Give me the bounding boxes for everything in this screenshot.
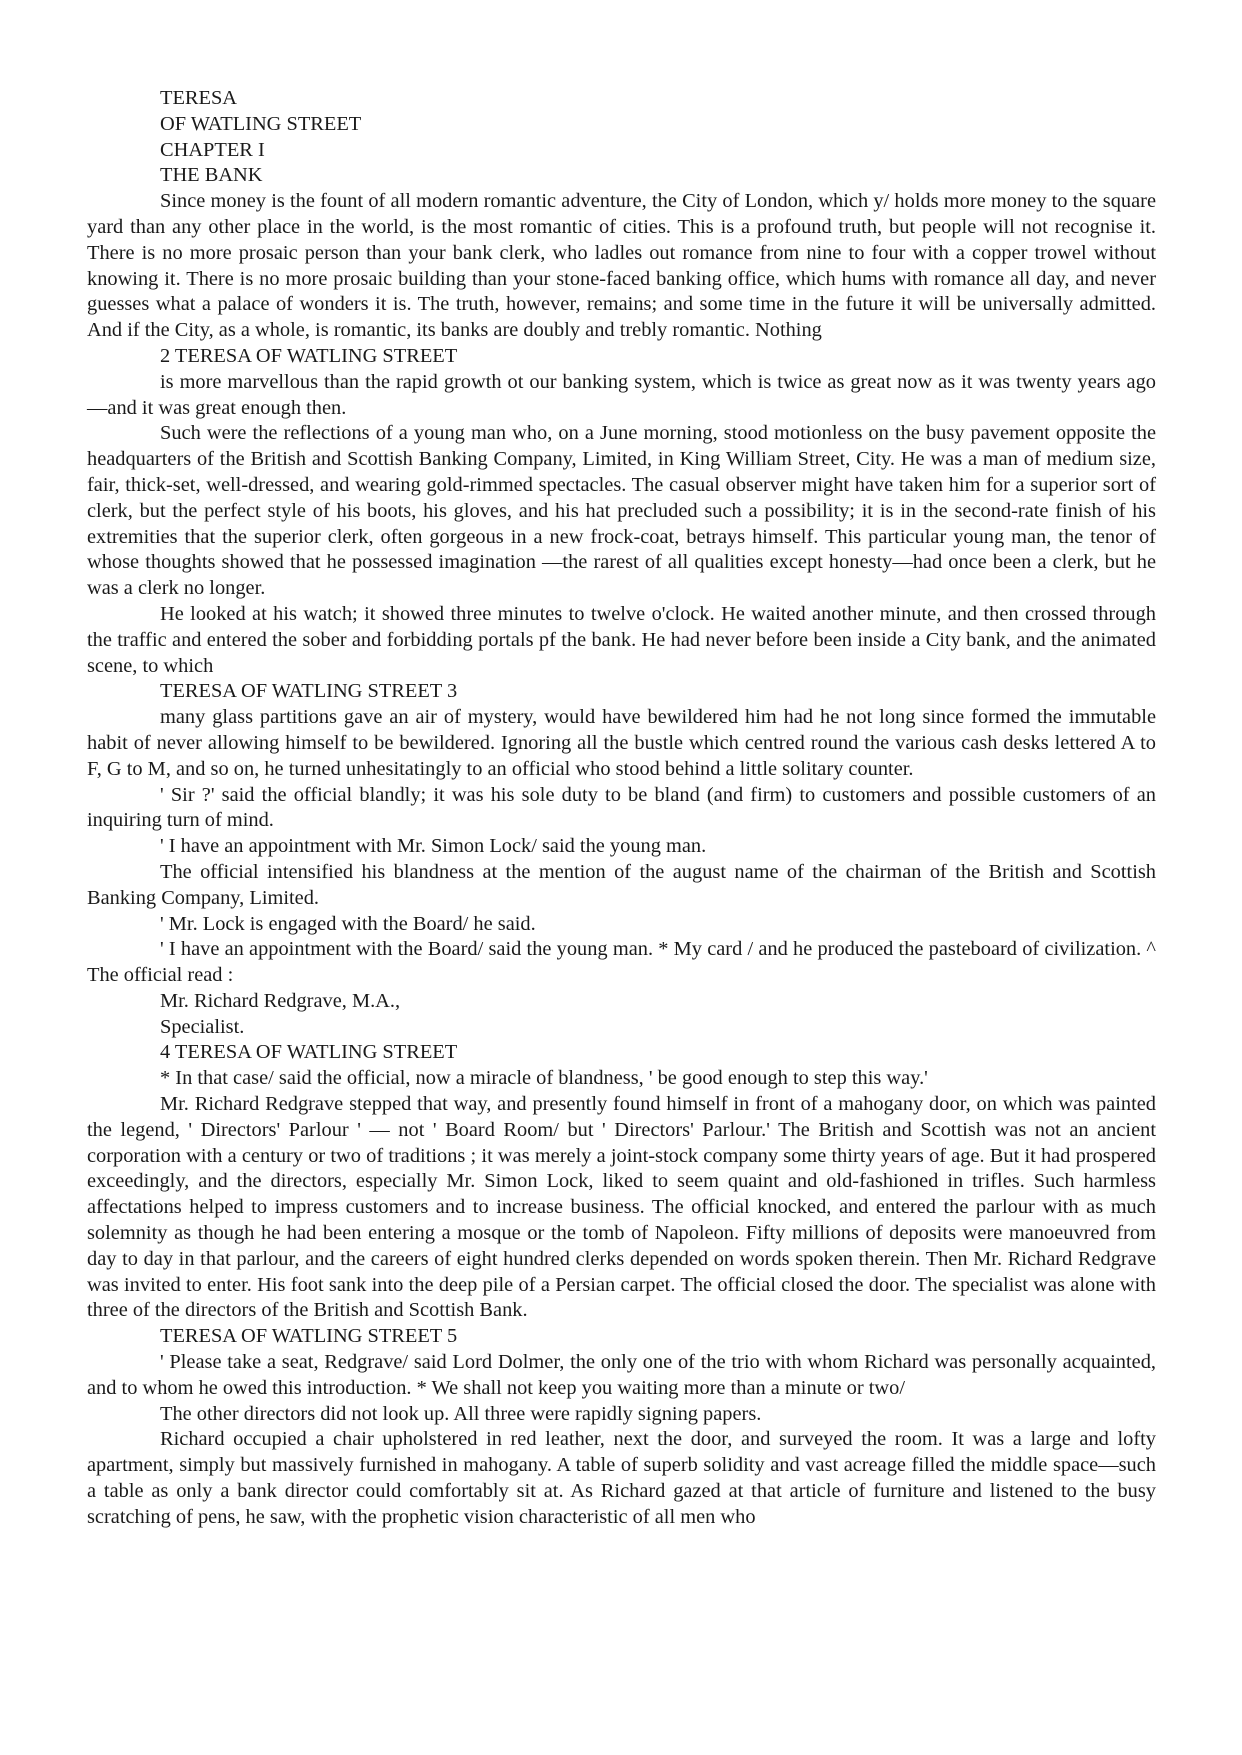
running-header: TERESA OF WATLING STREET 5 (160, 1325, 458, 1348)
paragraph: The other directors did not look up. All three were rapidly signing papers. (160, 1402, 762, 1425)
paragraph: many glass partitions gave an air of mystery, would have bewildered him had he not long since formed the immutable habit of never allowing himself to be bewildered. Ignoring all the bustle which centred round the various cash desks lettered A to F, G to M, and so on, he turned unhesitatingly to an official who stood behind a little solitary counter. (87, 706, 1156, 780)
paragraph: ' Sir ?' said the official blandly; it was his sole duty to be bland (and firm) to customers and possible customers of an inquiring turn of mind. (87, 783, 1156, 832)
chapter-title: THE BANK (160, 164, 263, 187)
paragraph: The official intensified his blandness at the mention of the august name of the chairman of the British and Scottish Banking Company, Limited. (87, 860, 1156, 909)
card-name-line: Mr. Richard Redgrave, M.A., (160, 989, 401, 1012)
paragraph: ' Mr. Lock is engaged with the Board/ he said. (160, 912, 536, 935)
paragraph: Such were the reflections of a young man who, on a June morning, stood motionless on the busy pavement opposite the headquarters of the British and Scottish Banking Company, Limited, in King William Street, City. He was a man of medium size, fair, thick-set, well-dressed, and wearing gold-rimmed spectacles. The casual observer might have taken him for a superior sort of clerk, but the perfect style of his boots, his gloves, and his hat precluded such a possibility; it is in the second-rate finish of his extremities that the superior clerk, often gorgeous in a new frock-coat, betrays himself. This particular young man, the tenor of whose thoughts showed that he possessed imagination —the rarest of all qualities except honesty—had once been a clerk, but he was a clerk no longer. (87, 422, 1156, 600)
paragraph: ' Please take a seat, Redgrave/ said Lord Dolmer, the only one of the trio with whom Richard was personally acquainted, and to whom he owed this introduction. * We shall not keep you waiting more than a minute or two/ (87, 1351, 1156, 1399)
book-subtitle: OF WATLING STREET (160, 112, 362, 135)
paragraph: is more marvellous than the rapid growth ot our banking system, which is twice as great now as it was twenty years ago—and it was great enough then. (87, 370, 1156, 419)
running-header: 4 TERESA OF WATLING STREET (160, 1041, 458, 1064)
paragraph: Since money is the fount of all modern romantic adventure, the City of London, which y/ holds more money to the square yard than any other place in the world, is the most romantic of cities. This is a profound truth, but people will not recognise it. There is no more prosaic person than your bank clerk, who ladles out romance from nine to four with a copper trowel without knowing it. There is no more prosaic building than your stone-faced banking office, which hums with romance all day, and never guesses what a palace of wonders it is. The truth, however, remains; and some time in the future it will be universally admitted. And if the City, as a whole, is romantic, its banks are doubly and trebly romantic. Nothing (87, 190, 1156, 342)
paragraph: ' I have an appointment with Mr. Simon Lock/ said the young man. (160, 835, 707, 858)
card-title-line: Specialist. (160, 1015, 245, 1038)
paragraph: Richard occupied a chair upholstered in red leather, next the door, and surveyed the room. It was a large and lofty apartment, simply but massively furnished in mahogany. A table of superb solidity and vast acreage filled the middle space—such a table as only a bank director could comfortably sit at. As Richard gazed at that article of furniture and listened to the busy scratching of pens, he saw, with the prophetic vision characteristic of all men who (87, 1428, 1156, 1528)
paragraph: ' I have an appointment with the Board/ said the young man. * My card / and he produced the pasteboard of civilization. ^ The official read : (87, 938, 1156, 987)
paragraph: He looked at his watch; it showed three minutes to twelve o'clock. He waited another minute, and then crossed through the traffic and entered the sober and forbidding portals pf the bank. He had never before been inside a City bank, and the animated scene, to which (87, 602, 1156, 677)
paragraph: * In that case/ said the official, now a miracle of blandness, ' be good enough to step this way.' (160, 1067, 928, 1090)
running-header: 2 TERESA OF WATLING STREET (160, 344, 458, 367)
book-title: TERESA (160, 87, 238, 109)
chapter-number: CHAPTER I (160, 138, 265, 161)
document-page (87, 86, 1156, 1531)
running-header: TERESA OF WATLING STREET 3 (160, 680, 458, 703)
paragraph: Mr. Richard Redgrave stepped that way, and presently found himself in front of a mahogany door, on which was painted the legend, ' Directors' Parlour ' — not ' Board Room/ but ' Directors' Parlour.' The British and Scottish was not an ancient corporation with a century or two of traditions ; it was merely a joint-stock company some thirty years of age. But it had prospered exceedingly, and the directors, especially Mr. Simon Lock, liked to seem quaint and old-fashioned in trifles. Such harmless affectations helped to impress customers and to increase business. The official knocked, and entered the parlour with as much solemnity as though he had been entering a mosque or the tomb of Napoleon. Fifty millions of deposits were manoeuvred from day to day in that parlour, and the careers of eight hundred clerks depended on words spoken therein. Then Mr. Richard Redgrave was invited to enter. His foot sank into the deep pile of a Persian carpet. The official closed the door. The specialist was alone with three of the directors of the British and Scottish Bank. (87, 1093, 1156, 1322)
